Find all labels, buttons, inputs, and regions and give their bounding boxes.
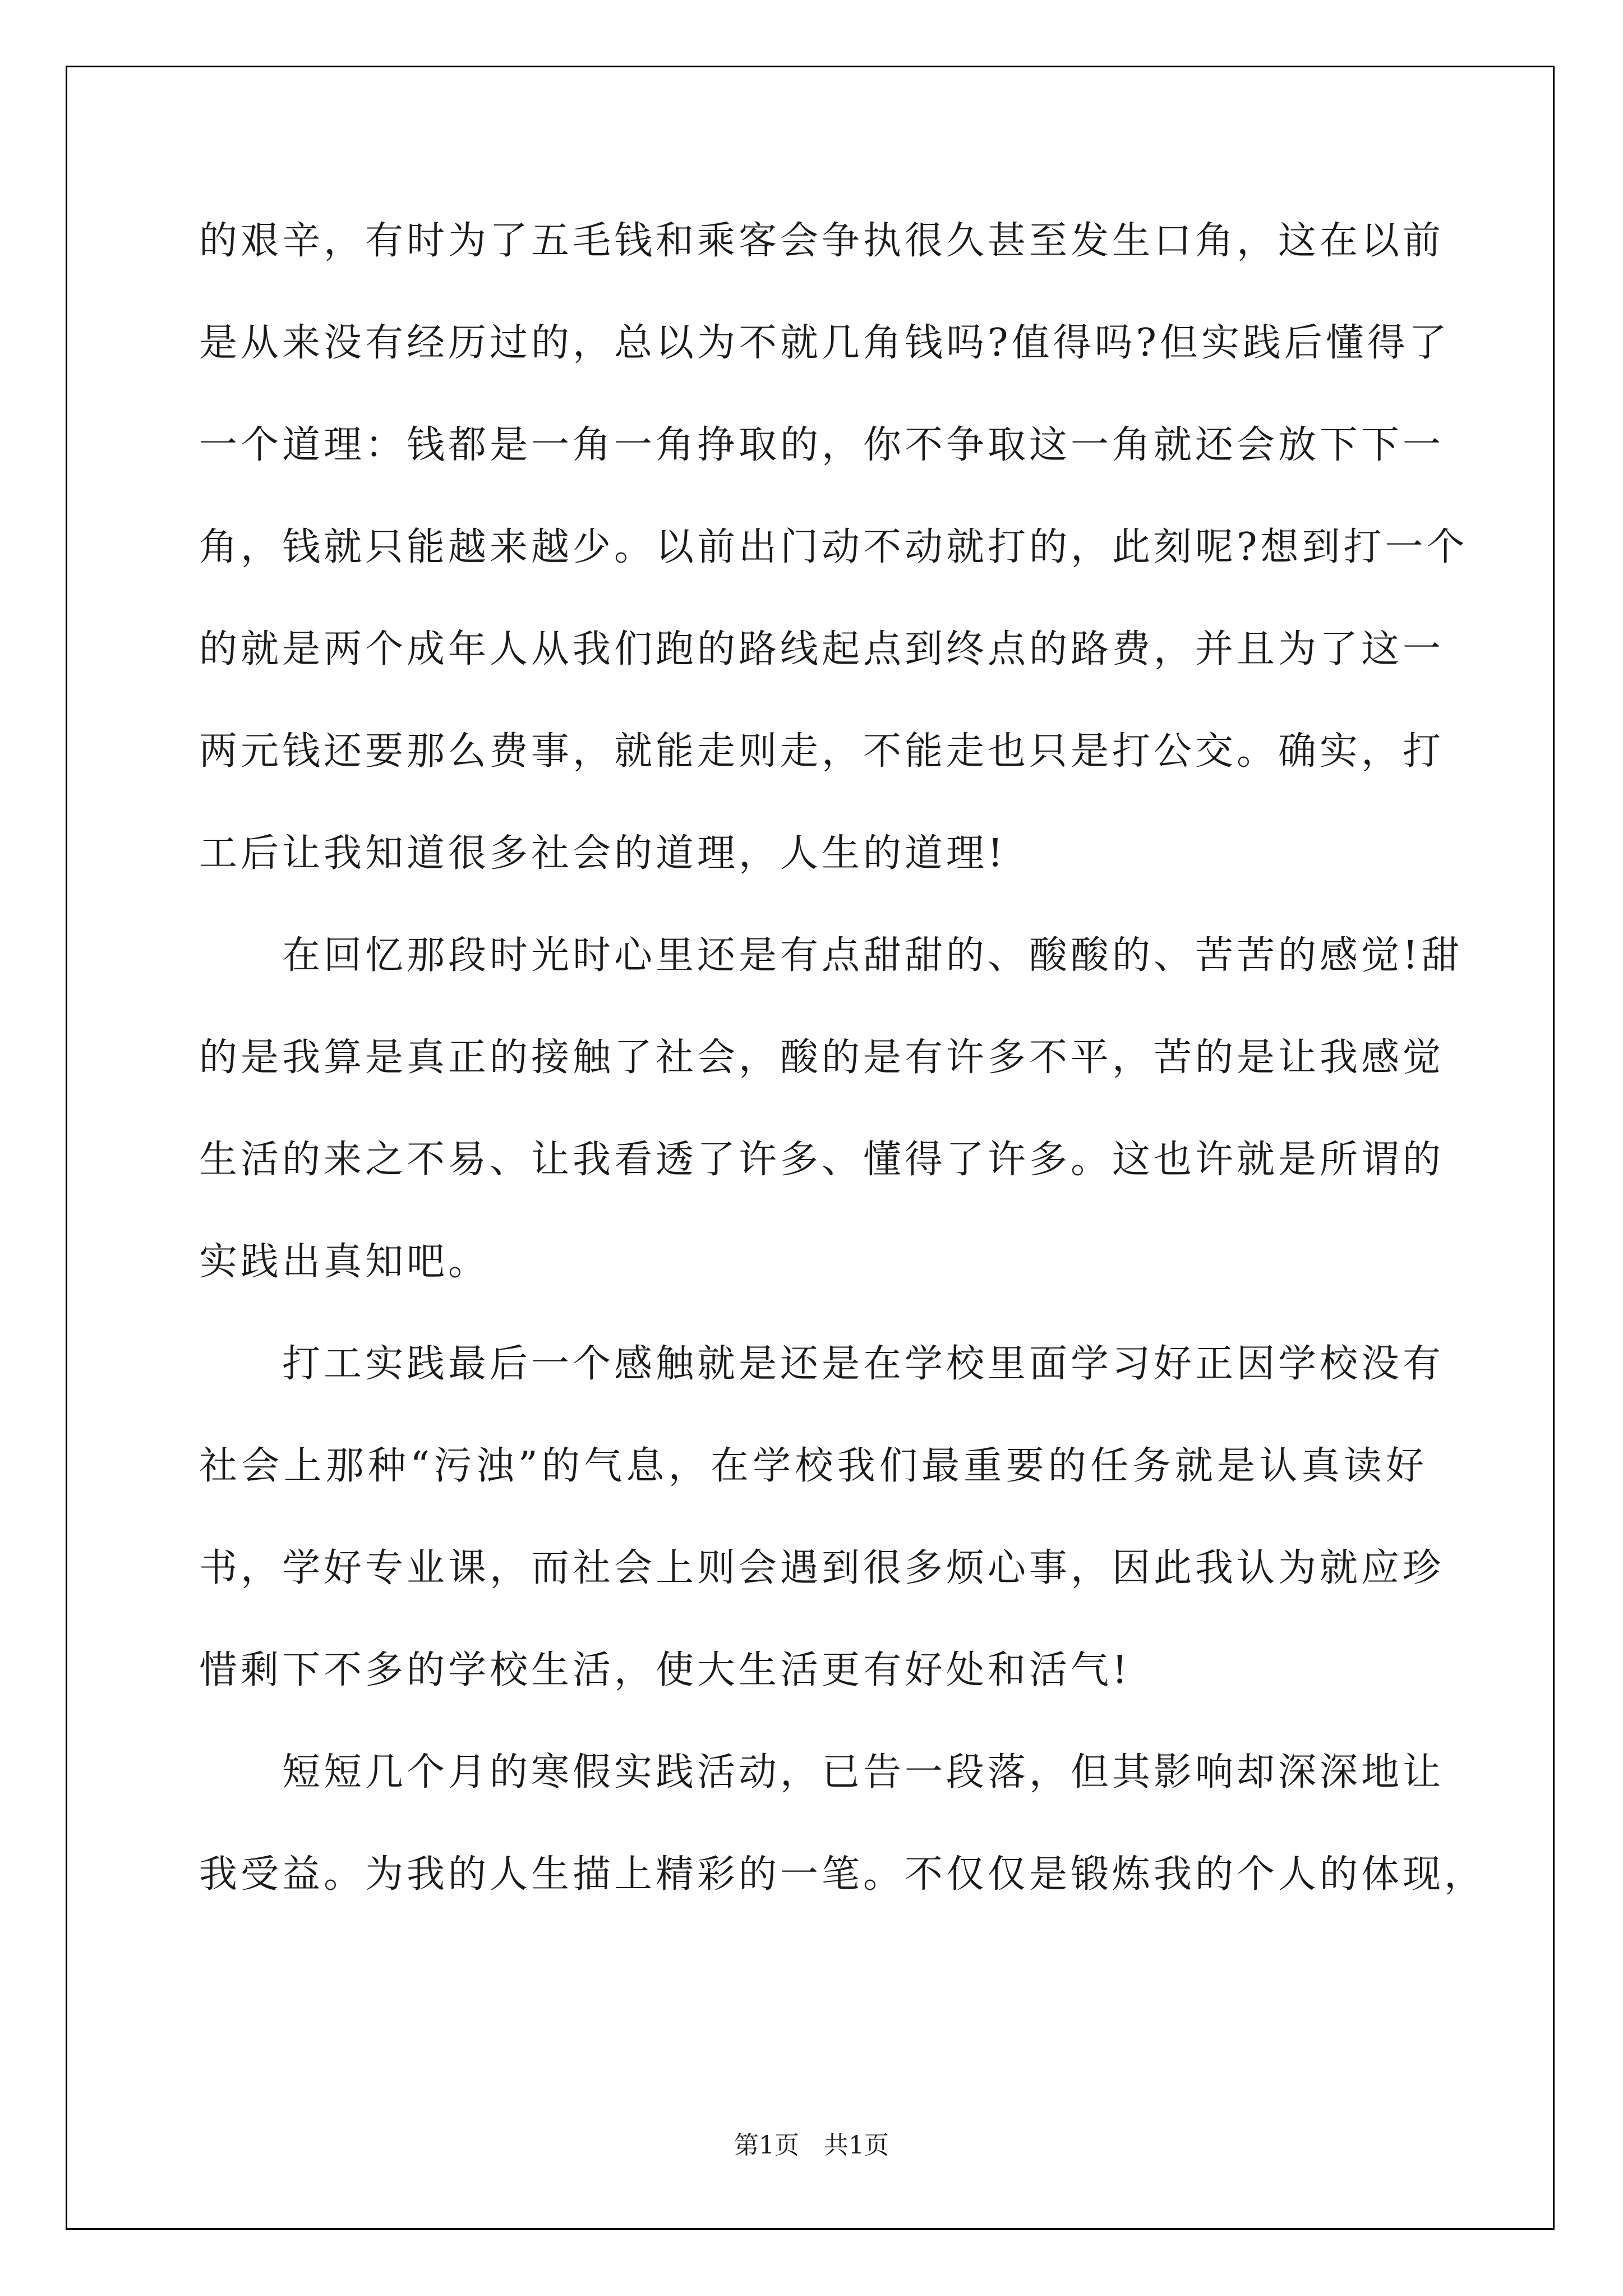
text-line: 我受益。为我的人生描上精彩的一笔。不仅仅是锻炼我的个人的体现， (199, 1852, 1486, 1897)
text-line: 社会上那种“污浊”的气息，在学校我们最重要的任务就是认真读好 (199, 1444, 1427, 1488)
text-line: 短短几个月的寒假实践活动，已告一段落，但其影响却深深地让 (282, 1750, 1445, 1795)
document-body (199, 213, 1486, 1949)
page-footer (0, 2125, 1623, 2161)
text-line: 的是我算是真正的接触了社会，酸的是有许多不平，苦的是让我感觉 (199, 1036, 1445, 1080)
text-line: 角，钱就只能越来越少。以前出门动不动就打的，此刻呢?想到打一个 (199, 525, 1468, 569)
text-line: 书，学好专业课，而社会上则会遇到很多烦心事，因此我认为就应珍 (199, 1546, 1445, 1590)
text-line: 实践出真知吧。 (199, 1240, 490, 1284)
text-line: 的艰辛，有时为了五毛钱和乘客会争执很久甚至发生口角，这在以前 (199, 219, 1445, 263)
text-line: 一个道理：钱都是一角一角挣取的，你不争取这一角就还会放下下一 (199, 423, 1445, 467)
text-line: 工后让我知道很多社会的道理，人生的道理! (199, 831, 1007, 876)
text-line: 在回忆那段时光时心里还是有点甜甜的、酸酸的、苦苦的感觉!甜 (282, 933, 1463, 978)
text-line: 的就是两个成年人从我们跑的路线起点到终点的路费，并且为了这一 (199, 627, 1445, 671)
text-line: 生活的来之不易、让我看透了许多、懂得了许多。这也许就是所谓的 (199, 1138, 1445, 1182)
text-line: 两元钱还要那么费事，就能走则走，不能走也只是打公交。确实，打 (199, 729, 1445, 774)
page-number-label: 第1页 共1页 (734, 2131, 889, 2160)
text-line: 是从来没有经历过的，总以为不就几角钱吗?值得吗?但实践后懂得了 (199, 321, 1450, 365)
text-line: 打工实践最后一个感触就是还是在学校里面学习好正因学校没有 (282, 1342, 1445, 1386)
text-line: 惜剩下不多的学校生活，使大生活更有好处和活气! (199, 1648, 1131, 1692)
